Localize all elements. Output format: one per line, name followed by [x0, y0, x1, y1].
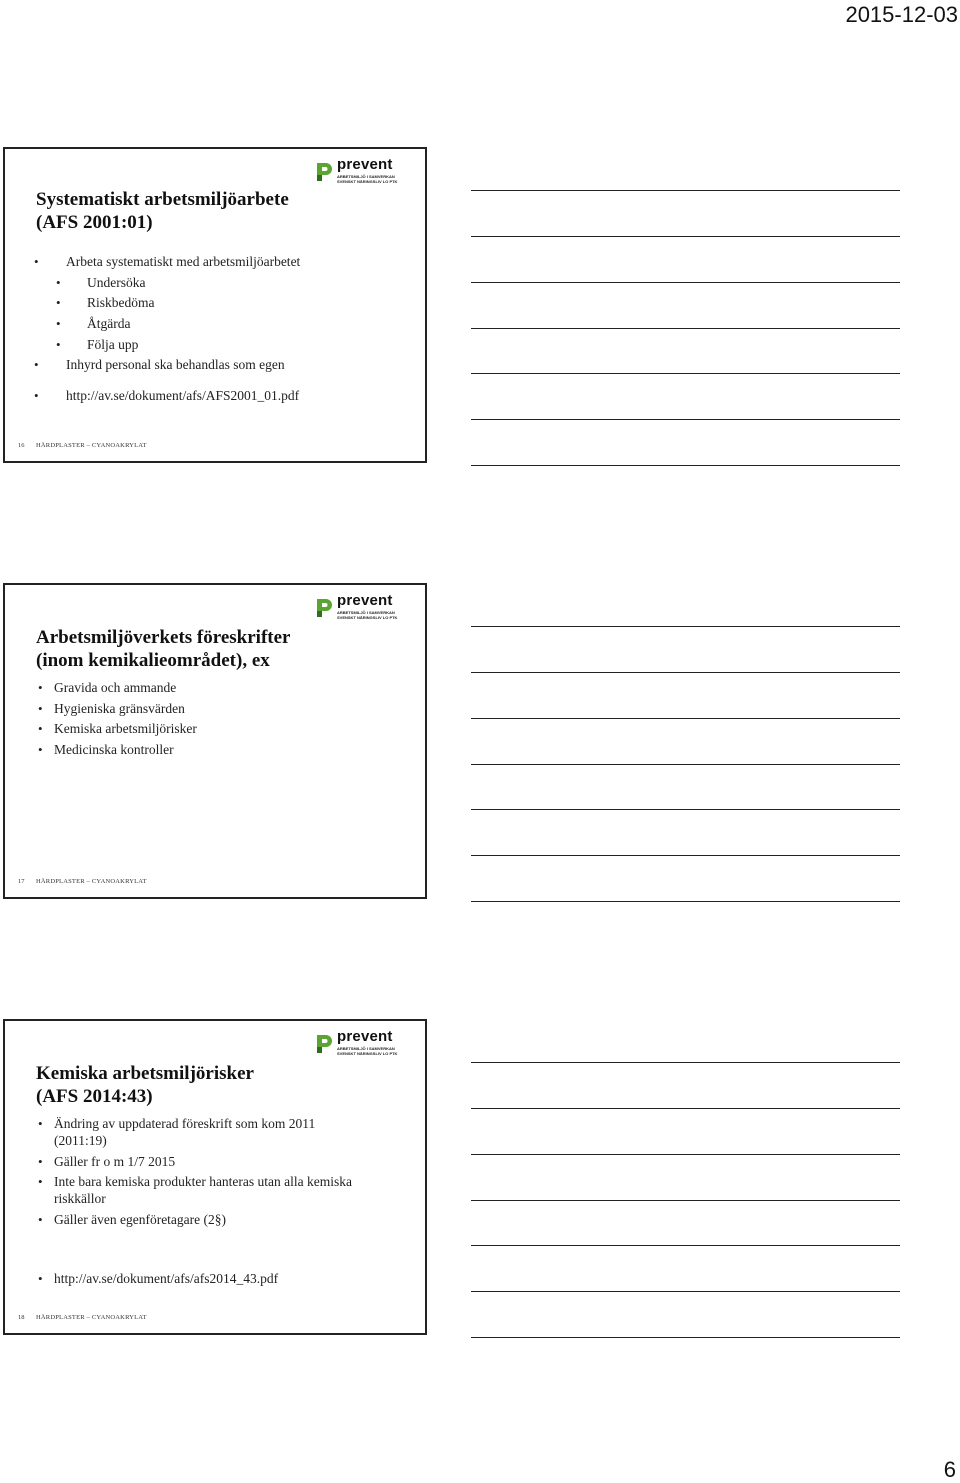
logo-wordmark: prevent — [337, 156, 393, 173]
logo-tagline-2: SVENSKT NÄRINGSLIV LO PTK — [337, 1051, 398, 1056]
note-line — [471, 809, 900, 810]
bullet-item: • Inte bara kemiska produkter hanteras utan alla kemiska riskkällor — [38, 1173, 354, 1207]
note-line — [471, 190, 900, 191]
bullet-item: • Arbeta systematiskt med arbetsmiljöarbetet — [34, 253, 300, 270]
slide-footer — [18, 1314, 147, 1321]
note-line — [471, 626, 900, 627]
prevent-logo — [315, 157, 415, 187]
note-line — [471, 672, 900, 673]
bullet-item: • Gäller fr o m 1/7 2015 — [38, 1153, 354, 1170]
bullet-list — [34, 253, 300, 408]
sub-bullet-item: • Riskbedöma — [34, 294, 300, 311]
bullet-list — [38, 1115, 354, 1290]
footer-text: HÄRDPLASTER – CYANOAKRYLAT — [36, 878, 147, 885]
bullet-item: • Inhyrd personal ska behandlas som egen — [34, 356, 300, 373]
slide-title-line-1: Kemiska arbetsmiljörisker — [36, 1063, 254, 1084]
slide-title — [36, 188, 366, 234]
link-bullet-item[interactable]: • http://av.se/dokument/afs/AFS2001_01.pdf — [34, 387, 300, 404]
document-date: 2015-12-03 — [845, 2, 958, 27]
prevent-logo-icon — [315, 1033, 333, 1055]
slide-16 — [3, 147, 427, 463]
logo-tagline-1: ARBETSMILJÖ I SAMVERKAN — [337, 174, 395, 179]
bullet-item: • Ändring av uppdaterad föreskrift som kom 2011 (2011:19) — [38, 1115, 354, 1149]
logo-wordmark: prevent — [337, 592, 393, 609]
note-line — [471, 282, 900, 283]
slide-title-line-2: (AFS 2014:43) — [36, 1086, 153, 1107]
slide-number: 17 — [18, 878, 25, 885]
bullet-item: • Gäller även egenföretagare (2§) — [38, 1211, 354, 1228]
slide-title-line-2: (inom kemikalieområdet), ex — [36, 650, 270, 671]
slide-17 — [3, 583, 427, 899]
logo-tagline-1: ARBETSMILJÖ I SAMVERKAN — [337, 1046, 395, 1051]
prevent-logo-icon — [315, 161, 333, 183]
footer-text: HÄRDPLASTER – CYANOAKRYLAT — [36, 442, 147, 449]
note-line — [471, 1154, 900, 1155]
sub-bullet-item: • Åtgärda — [34, 315, 300, 332]
note-line — [471, 465, 900, 466]
note-line — [471, 901, 900, 902]
bullet-item: • Medicinska kontroller — [38, 741, 197, 758]
logo-tagline-2: SVENSKT NÄRINGSLIV LO PTK — [337, 615, 398, 620]
note-line — [471, 718, 900, 719]
slide-footer — [18, 442, 147, 449]
slide-number: 18 — [18, 1314, 25, 1321]
prevent-logo — [315, 1029, 415, 1059]
note-line — [471, 1245, 900, 1246]
sub-bullet-item: • Följa upp — [34, 336, 300, 353]
note-line — [471, 1337, 900, 1338]
slide-number: 16 — [18, 442, 25, 449]
slide-title — [36, 1062, 366, 1108]
note-line — [471, 373, 900, 374]
logo-wordmark: prevent — [337, 1028, 393, 1045]
prevent-logo-icon — [315, 597, 333, 619]
link-bullet-item[interactable]: • http://av.se/dokument/afs/afs2014_43.pdf — [38, 1270, 354, 1287]
prevent-logo — [315, 593, 415, 623]
note-line — [471, 419, 900, 420]
note-line — [471, 764, 900, 765]
note-line — [471, 1291, 900, 1292]
logo-tagline-1: ARBETSMILJÖ I SAMVERKAN — [337, 610, 395, 615]
page-number: 6 — [943, 1457, 956, 1482]
bullet-list — [38, 679, 197, 761]
note-line — [471, 1108, 900, 1109]
slide-title-line-2: (AFS 2001:01) — [36, 212, 153, 233]
bullet-item: • Gravida och ammande — [38, 679, 197, 696]
note-line — [471, 236, 900, 237]
note-line — [471, 1062, 900, 1063]
logo-tagline-2: SVENSKT NÄRINGSLIV LO PTK — [337, 179, 398, 184]
slide-title-line-1: Systematiskt arbetsmiljöarbete — [36, 189, 289, 210]
slide-18 — [3, 1019, 427, 1335]
note-line — [471, 1200, 900, 1201]
slide-title — [36, 626, 366, 672]
slide-footer — [18, 878, 147, 885]
bullet-item: • Hygieniska gränsvärden — [38, 700, 197, 717]
note-line — [471, 855, 900, 856]
footer-text: HÄRDPLASTER – CYANOAKRYLAT — [36, 1314, 147, 1321]
note-line — [471, 328, 900, 329]
slide-title-line-1: Arbetsmiljöverkets föreskrifter — [36, 627, 291, 648]
bullet-item: • Kemiska arbetsmiljörisker — [38, 720, 197, 737]
sub-bullet-item: • Undersöka — [34, 274, 300, 291]
